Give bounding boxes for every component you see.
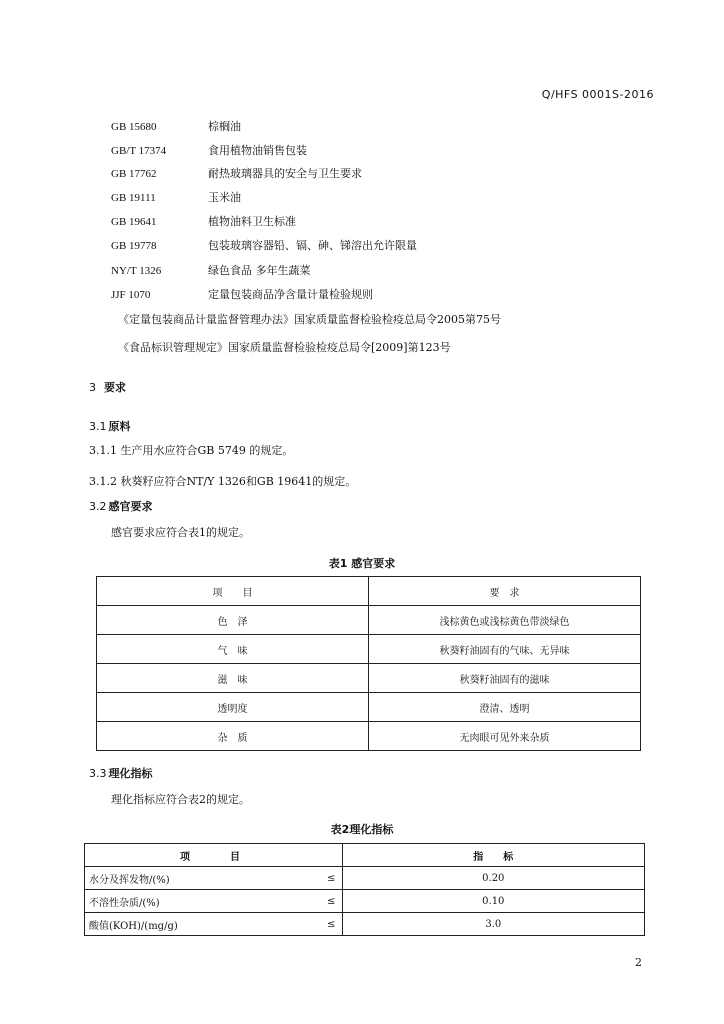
regulation-line: 《定量包装商品计量监督管理办法》国家质量监督检验检疫总局令2005第75号 bbox=[118, 313, 501, 326]
clause-text: 3.1.2 秋葵籽应符合NT/Y 1326和GB 19641的规定。 bbox=[89, 475, 357, 488]
section-title: 感官要求 bbox=[108, 500, 153, 513]
table-row bbox=[97, 635, 641, 664]
reference-code: GB 15680 bbox=[111, 121, 157, 133]
section-heading bbox=[89, 379, 126, 395]
table-row bbox=[97, 693, 641, 722]
reference-title: 绿色食品 多年生蔬菜 bbox=[208, 264, 311, 277]
section-title: 理化指标 bbox=[108, 767, 153, 780]
reference-row bbox=[111, 287, 373, 303]
reference-title: 棕榈油 bbox=[208, 120, 241, 133]
table-row bbox=[85, 867, 645, 890]
table-header-row bbox=[97, 577, 641, 606]
reference-code: GB/T 17374 bbox=[111, 145, 167, 157]
table-cell: 透明度 bbox=[97, 693, 369, 722]
comparison-sign: ≤ bbox=[327, 872, 336, 884]
table-row bbox=[97, 722, 641, 751]
reference-row bbox=[111, 238, 417, 254]
reference-title: 耐热玻璃器具的安全与卫生要求 bbox=[208, 167, 362, 180]
reference-title: 包装玻璃容器铅、镉、砷、锑溶出允许限量 bbox=[208, 239, 417, 252]
paragraph: 理化指标应符合表2的规定。 bbox=[111, 793, 250, 806]
table1-caption: 表1 感官要求 bbox=[328, 557, 396, 570]
table-cell: 不溶性杂质/(%) bbox=[85, 890, 323, 913]
table-cell: 无肉眼可见外来杂质 bbox=[369, 722, 641, 751]
section-number: 3.2 bbox=[89, 500, 107, 513]
table-header-row bbox=[85, 844, 645, 867]
table-cell: 浅棕黄色或浅棕黄色带淡绿色 bbox=[369, 606, 641, 635]
section-title: 要求 bbox=[104, 381, 126, 394]
table-row bbox=[97, 664, 641, 693]
reference-code: GB 19778 bbox=[111, 240, 157, 252]
reference-code: GB 19641 bbox=[111, 216, 157, 228]
table2-caption: 表2理化指标 bbox=[330, 823, 394, 836]
table-row bbox=[85, 913, 645, 936]
table-row bbox=[85, 890, 645, 913]
section-number: 3.1 bbox=[89, 420, 107, 433]
document-code: Q/HFS 0001S-2016 bbox=[541, 88, 654, 101]
physicochemical-table bbox=[84, 843, 645, 936]
section-heading bbox=[89, 418, 131, 434]
reference-row bbox=[111, 263, 311, 279]
reference-title: 食用植物油销售包装 bbox=[208, 144, 307, 157]
table-cell: 秋葵籽油固有的气味、无异味 bbox=[369, 635, 641, 664]
table-cell: 澄清、透明 bbox=[369, 693, 641, 722]
section-number: 3.3 bbox=[89, 767, 107, 780]
reference-row bbox=[111, 190, 241, 206]
clause-text: 3.1.1 生产用水应符合GB 5749 的规定。 bbox=[89, 444, 294, 457]
table-header: 项 目 bbox=[85, 844, 343, 867]
table-cell: 秋葵籽油固有的滋味 bbox=[369, 664, 641, 693]
reference-row bbox=[111, 214, 296, 230]
reference-title: 玉米油 bbox=[208, 191, 241, 204]
table-cell: 0.20 bbox=[342, 867, 644, 890]
reference-code: GB 19111 bbox=[111, 192, 156, 204]
reference-title: 植物油料卫生标准 bbox=[208, 215, 296, 228]
table-cell: 杂 质 bbox=[97, 722, 369, 751]
table-cell: 色 泽 bbox=[97, 606, 369, 635]
reference-code: JJF 1070 bbox=[111, 289, 151, 301]
paragraph: 感官要求应符合表1的规定。 bbox=[111, 526, 250, 539]
regulation-line: 《食品标识管理规定》国家质量监督检验检疫总局令[2009]第123号 bbox=[118, 341, 451, 354]
section-heading bbox=[89, 498, 153, 514]
table-cell: 滋 味 bbox=[97, 664, 369, 693]
page-number: 2 bbox=[635, 956, 642, 969]
table-cell: 0.10 bbox=[342, 890, 644, 913]
reference-row bbox=[111, 119, 241, 135]
sensory-requirements-table bbox=[96, 576, 641, 751]
section-number: 3 bbox=[89, 381, 96, 394]
table-cell: 水分及挥发物/(%) bbox=[85, 867, 323, 890]
table-header: 要 求 bbox=[369, 577, 641, 606]
section-title: 原料 bbox=[108, 420, 131, 433]
table-cell: 3.0 bbox=[342, 913, 644, 936]
comparison-sign: ≤ bbox=[327, 895, 336, 907]
comparison-sign: ≤ bbox=[327, 918, 336, 930]
table-row bbox=[97, 606, 641, 635]
table-cell bbox=[322, 913, 342, 936]
table-header: 指 标 bbox=[342, 844, 644, 867]
reference-row bbox=[111, 166, 362, 182]
table-header: 项 目 bbox=[97, 577, 369, 606]
table-cell bbox=[322, 890, 342, 913]
reference-code: NY/T 1326 bbox=[111, 265, 162, 277]
table-cell: 酸值(KOH)/(mg/g) bbox=[85, 913, 323, 936]
reference-title: 定量包装商品净含量计量检验规则 bbox=[208, 288, 373, 301]
reference-code: GB 17762 bbox=[111, 168, 157, 180]
section-heading bbox=[89, 765, 153, 781]
table-cell bbox=[322, 867, 342, 890]
reference-row bbox=[111, 143, 307, 159]
table-cell: 气 味 bbox=[97, 635, 369, 664]
